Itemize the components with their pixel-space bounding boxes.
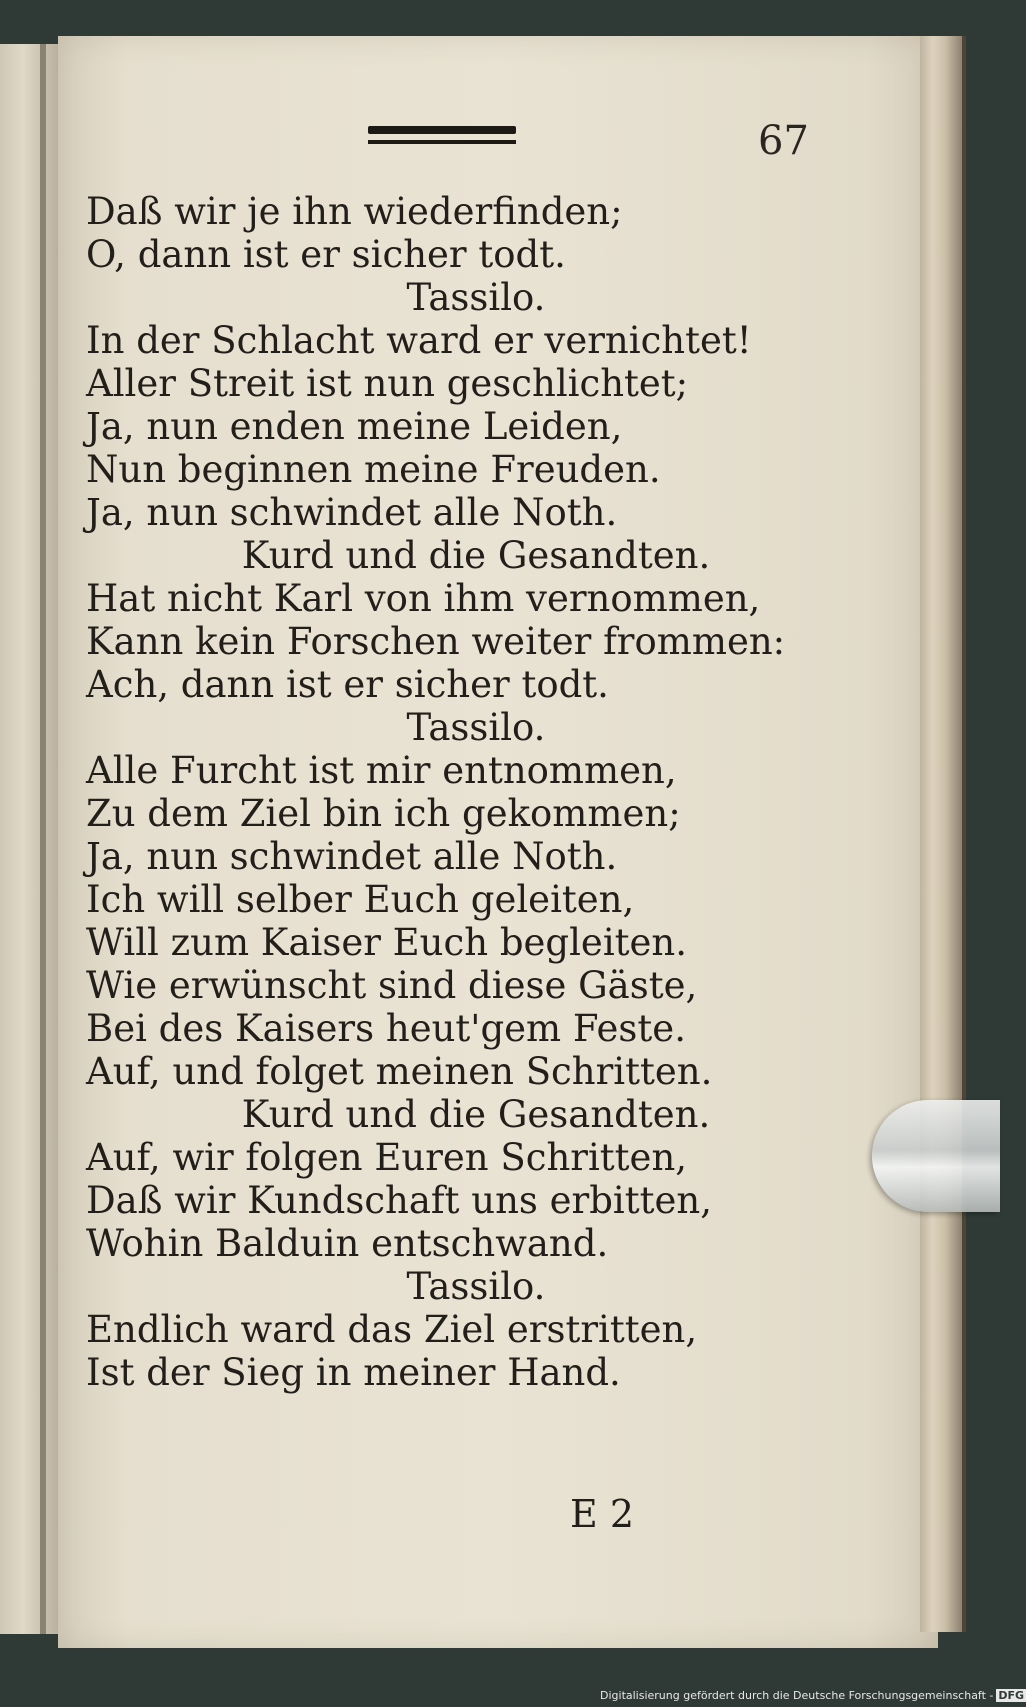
- speaker-heading: Kurd und die Gesandten.: [241, 534, 711, 577]
- verse-line: Kann kein Forschen weiter frommen:: [86, 620, 786, 663]
- page-stack-edge: [920, 36, 966, 1632]
- verse-line: Aller Streit ist nun geschlichtet;: [86, 362, 689, 405]
- dfg-logo: DFG: [998, 1689, 1025, 1702]
- verse-line: Ja, nun schwindet alle Noth.: [86, 491, 618, 534]
- verse-line: O, dann ist er sicher todt.: [86, 233, 566, 276]
- header-rule: [368, 126, 516, 146]
- verse-line: Alle Furcht ist mir entnommen,: [86, 749, 677, 792]
- speaker-heading: Tassilo.: [406, 276, 546, 319]
- poem-text: [86, 190, 906, 1394]
- verse-line: Zu dem Ziel bin ich gekommen;: [86, 792, 681, 835]
- speaker-heading: Kurd und die Gesandten.: [241, 1093, 711, 1136]
- verse-line: Auf, und folget meinen Schritten.: [86, 1050, 713, 1093]
- page-number: 67: [758, 118, 809, 164]
- verse-line: Wohin Balduin entschwand.: [86, 1222, 609, 1265]
- verse-line: Will zum Kaiser Euch begleiten.: [86, 921, 688, 964]
- verse-line: Auf, wir folgen Euren Schritten,: [86, 1136, 688, 1179]
- verse-line: Ist der Sieg in meiner Hand.: [86, 1351, 621, 1394]
- previous-page-edge: [0, 44, 61, 1634]
- speaker-heading: Tassilo.: [406, 706, 546, 749]
- signature-mark: E 2: [570, 1492, 634, 1536]
- verse-line: Nun beginnen meine Freuden.: [86, 448, 661, 491]
- digitization-footer: [600, 1689, 1026, 1702]
- footer-text: Digitalisierung gefördert durch die Deutsche Forschungsgemeinschaft -: [600, 1689, 994, 1702]
- verse-line: Daß wir Kundschaft uns erbitten,: [86, 1179, 712, 1222]
- verse-line: In der Schlacht ward er vernichtet!: [86, 319, 752, 362]
- verse-line: Hat nicht Karl von ihm vernommen,: [86, 577, 761, 620]
- verse-line: Bei des Kaisers heut'gem Feste.: [86, 1007, 686, 1050]
- speaker-heading: Tassilo.: [406, 1265, 546, 1308]
- verse-line: Endlich ward das Ziel erstritten,: [86, 1308, 698, 1351]
- verse-line: Daß wir je ihn wiederfinden;: [86, 190, 623, 233]
- verse-line: Ja, nun schwindet alle Noth.: [86, 835, 618, 878]
- verse-line: Ich will selber Euch geleiten,: [86, 878, 635, 921]
- verse-line: Wie erwünscht sind diese Gäste,: [86, 964, 698, 1007]
- verse-line: Ach, dann ist er sicher todt.: [86, 663, 609, 706]
- verse-line: Ja, nun enden meine Leiden,: [86, 405, 623, 448]
